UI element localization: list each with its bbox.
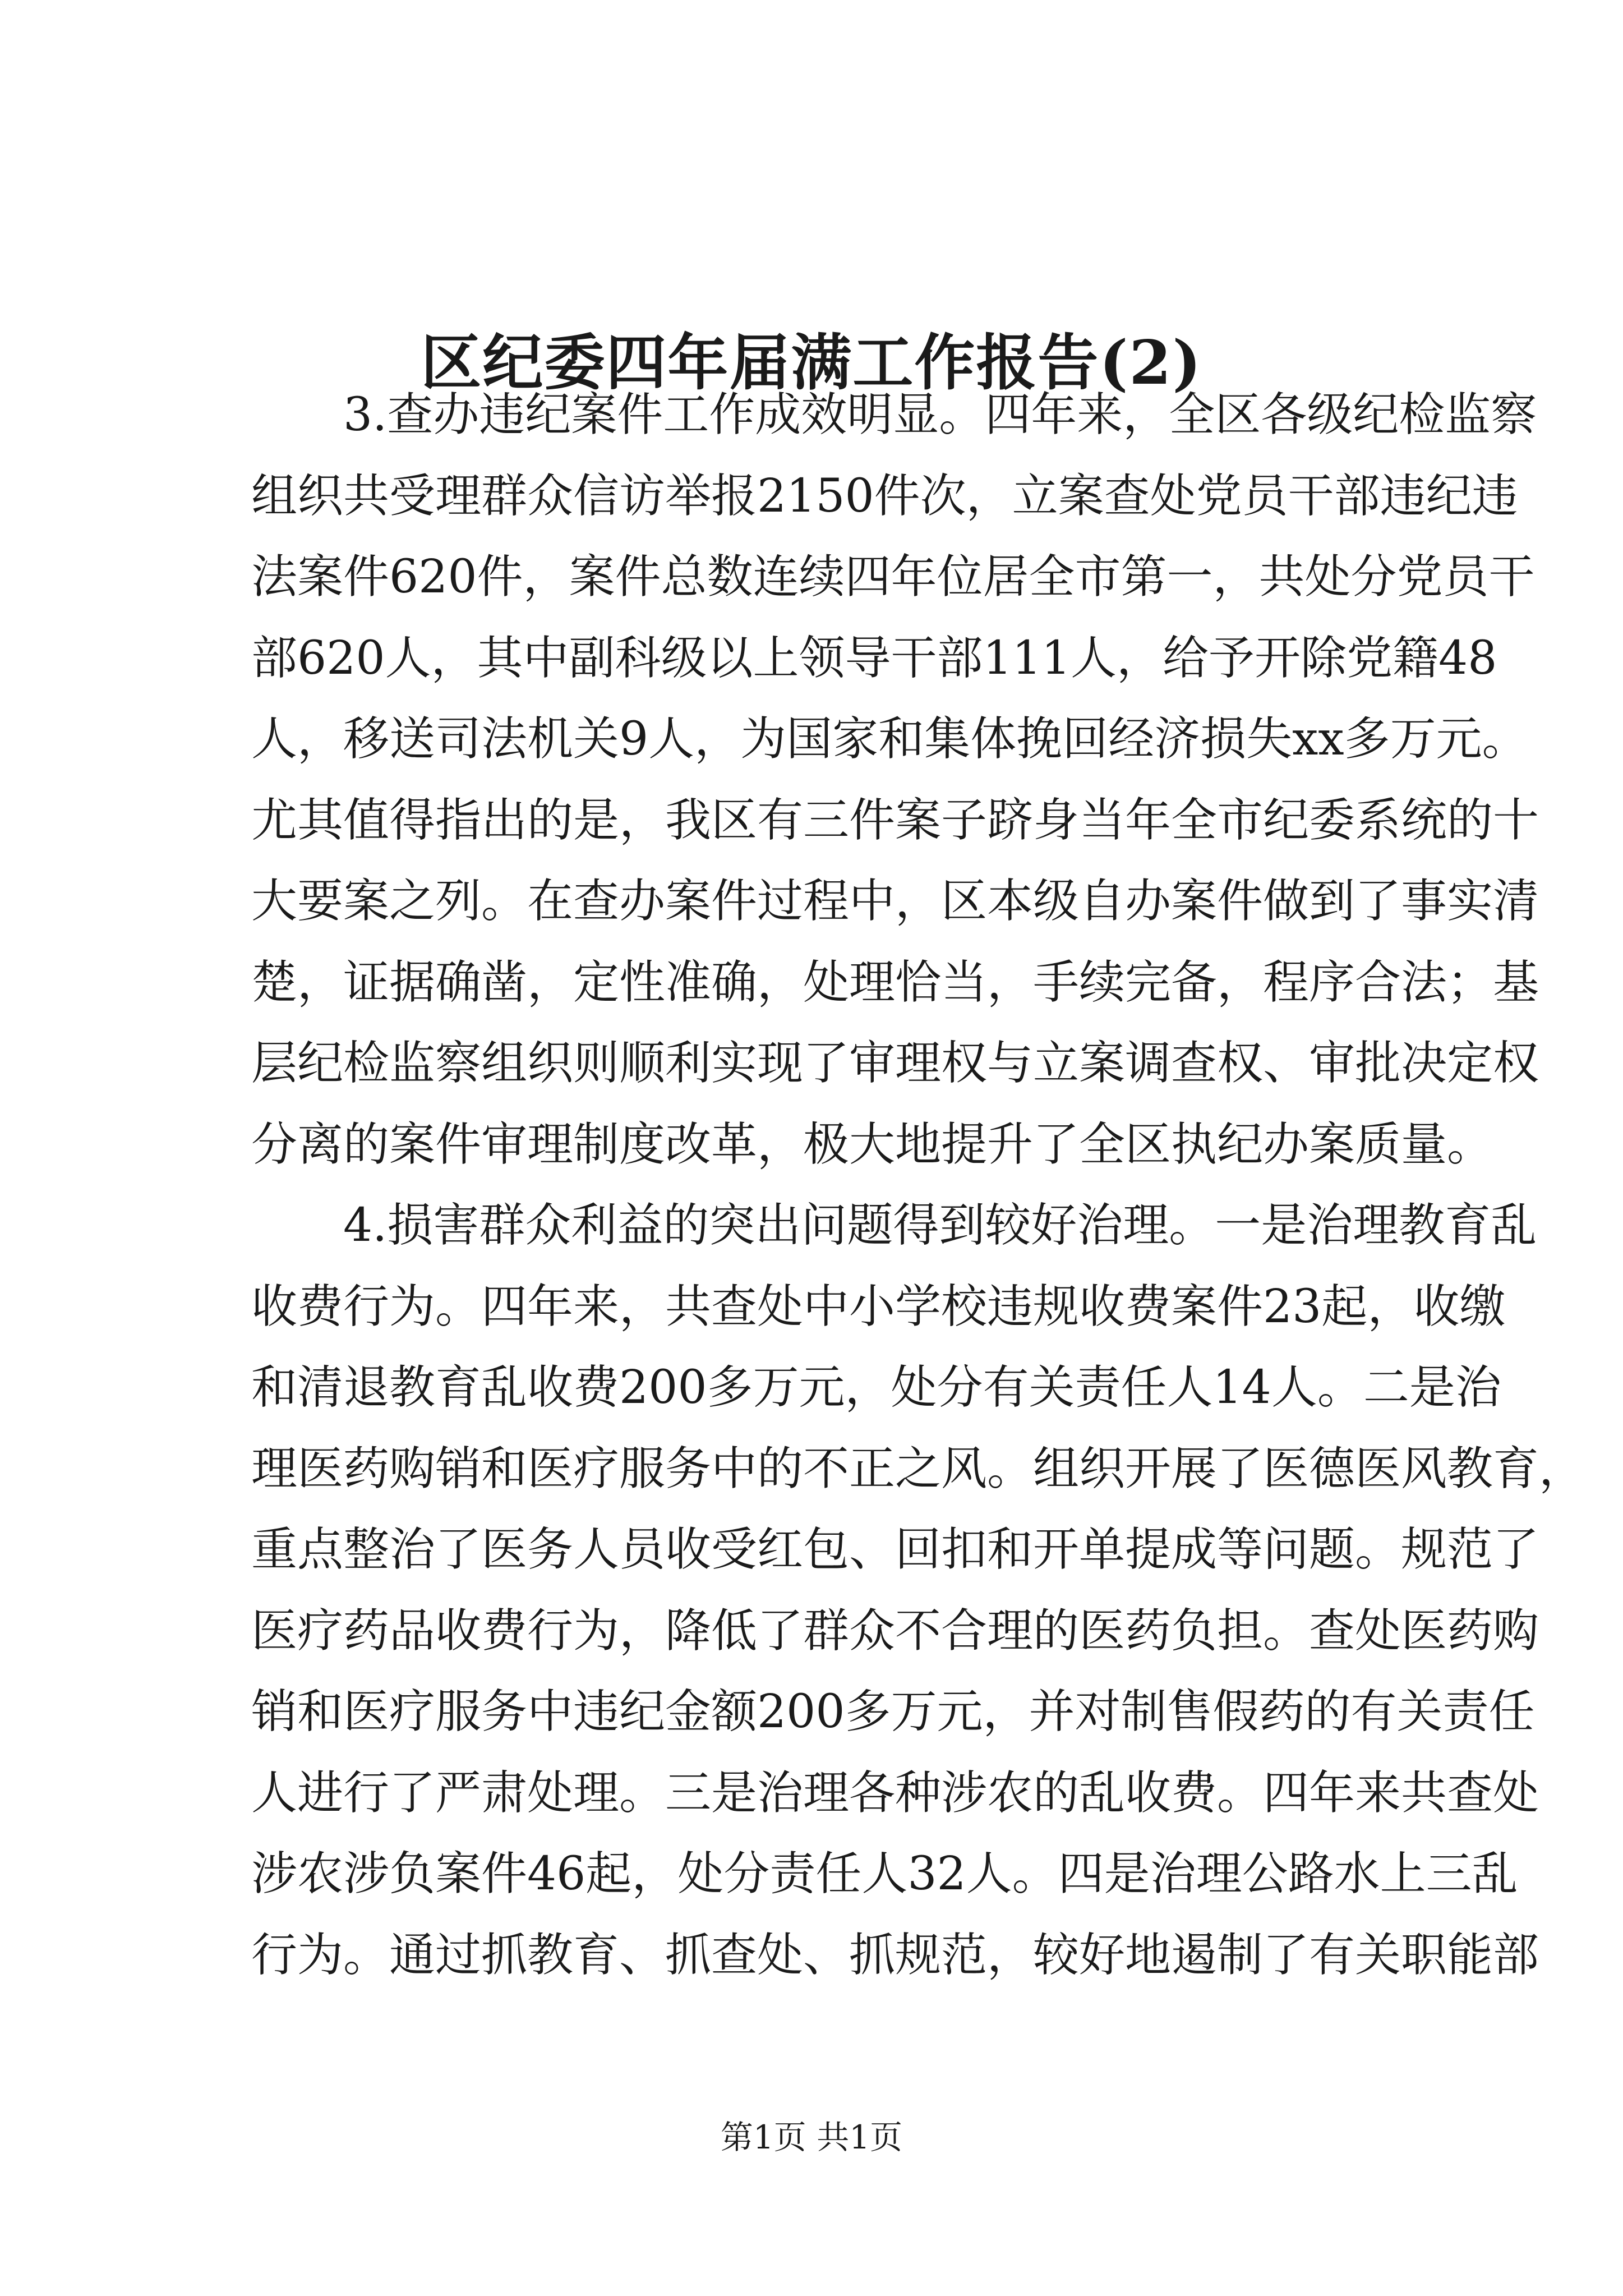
text-line: 4.损害群众利益的突出问题得到较好治理。一是治理教育乱 <box>343 1199 1537 1252</box>
text-line: 3.查办违纪案件工作成效明显。四年来，全区各级纪检监察 <box>343 388 1537 441</box>
document-body <box>251 375 1585 1996</box>
text-line: 层纪检监察组织则顺利实现了审理权与立案调查权、审批决定权 <box>251 1037 1539 1090</box>
text-line: 医疗药品收费行为，降低了群众不合理的医药负担。查处医药购 <box>251 1604 1539 1658</box>
text-line: 法案件620件，案件总数连续四年位居全市第一，共处分党员干 <box>251 550 1535 604</box>
text-line: 大要案之列。在查办案件过程中，区本级自办案件做到了事实清 <box>251 875 1539 928</box>
text-line: 重点整治了医务人员收受红包、回扣和开单提成等问题。规范了 <box>251 1523 1539 1576</box>
text-line: 分离的案件审理制度改革，极大地提升了全区执纪办案质量。 <box>251 1117 1493 1171</box>
text-line: 理医药购销和医疗服务中的不正之风。组织开展了医德医风教育， <box>251 1442 1585 1496</box>
text-line: 人，移送司法机关9人，为国家和集体挽回经济损失xx多万元。 <box>251 712 1528 766</box>
text-line: 部620人，其中副科级以上领导干部111人，给予开除党籍48 <box>251 631 1497 685</box>
page-footer: 第1页 共1页 <box>720 2118 903 2156</box>
text-line: 销和医疗服务中违纪金额200多万元，并对制售假药的有关责任 <box>251 1685 1535 1738</box>
text-line: 涉农涉负案件46起，处分责任人32人。四是治理公路水上三乱 <box>251 1847 1518 1901</box>
text-line: 楚，证据确凿，定性准确，处理恰当，手续完备，程序合法；基 <box>251 955 1539 1009</box>
document-title: 区纪委四年届满工作报告(2) <box>421 328 1202 399</box>
text-line: 尤其值得指出的是，我区有三件案子跻身当年全市纪委系统的十 <box>251 793 1539 847</box>
text-line: 行为。通过抓教育、抓查处、抓规范，较好地遏制了有关职能部 <box>251 1928 1539 1982</box>
text-line: 收费行为。四年来，共查处中小学校违规收费案件23起，收缴 <box>251 1280 1506 1333</box>
text-line: 人进行了严肃处理。三是治理各种涉农的乱收费。四年来共查处 <box>251 1766 1539 1820</box>
text-line: 和清退教育乱收费200多万元，处分有关责任人14人。二是治 <box>251 1361 1501 1414</box>
paragraph-4 <box>251 1185 1585 1996</box>
text-line: 组织共受理群众信访举报2150件次，立案查处党员干部违纪违 <box>251 469 1518 523</box>
paragraph-3 <box>251 375 1539 1185</box>
